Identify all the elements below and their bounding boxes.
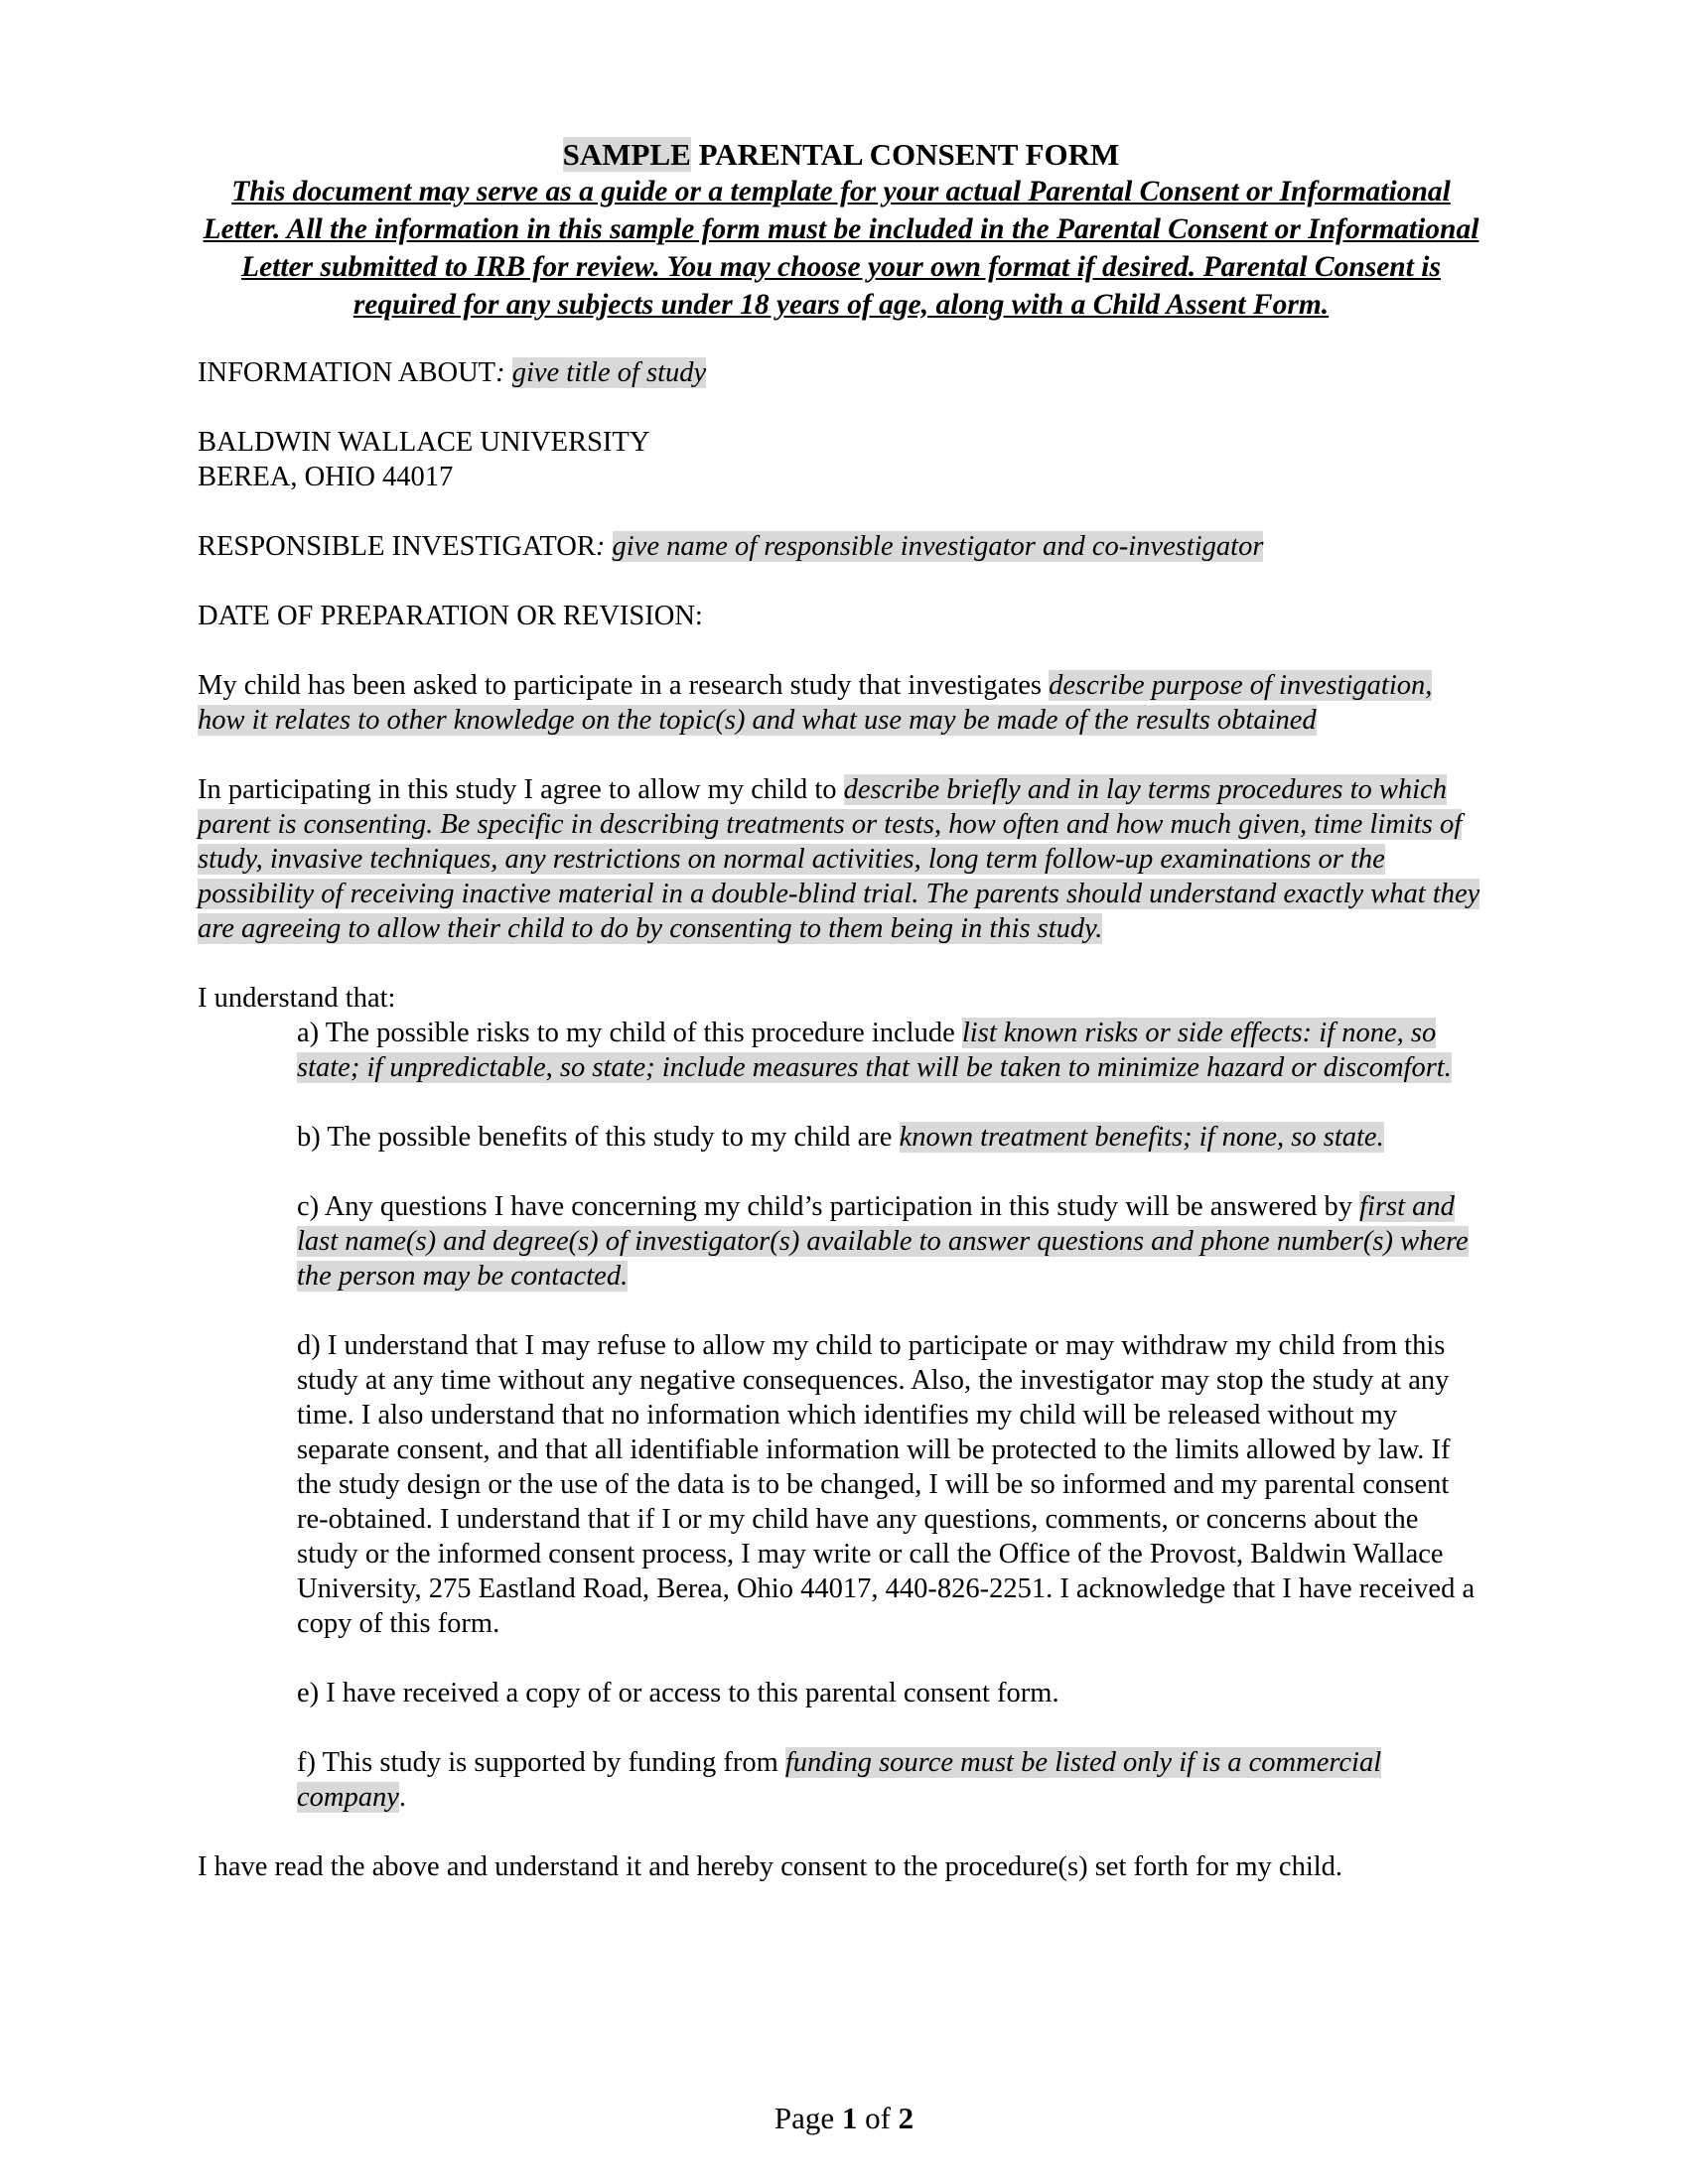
title-rest: PARENTAL CONSENT FORM: [690, 137, 1120, 172]
page-word: Page: [774, 2101, 842, 2135]
investigator-label: RESPONSIBLE INVESTIGATOR: [198, 531, 596, 562]
item-b-text: b) The possible benefits of this study to my child are: [297, 1122, 900, 1153]
terms-list: [297, 1016, 1484, 1815]
investigator-line: [198, 529, 1484, 564]
list-item: [297, 1120, 1484, 1155]
date-label: DATE OF PREPARATION OR REVISION:: [198, 601, 703, 631]
of-word: of: [857, 2101, 899, 2135]
investigator-placeholder: give name of responsible investigator and co-investigator: [612, 531, 1264, 562]
item-a-placeholder: list known risks or side effects: if none, so state; if unpredictable, so state; include measures that will be taken to minimize hazard or discomfort.: [297, 1018, 1452, 1083]
purpose-placeholder: describe purpose of investigation, how it relates to other knowledge on the topic(s) and what use may be made of the results obtained: [198, 670, 1433, 736]
understand-label: I understand that:: [198, 983, 396, 1014]
study-title-label: INFORMATION ABOUT: [198, 357, 496, 388]
procedure-placeholder: describe briefly and in lay terms procedures to which parent is consenting. Be specific in describing treatments or tests, how often and how much given, time limits of study, invasive techniques, any restrictions on normal activities, long term follow-up examinations or the possibility of receiving inactive material in a double-blind trial. The parents should understand exactly what they are agreeing to allow their child to do by consenting to them being in this study.: [198, 774, 1480, 944]
list-item: e) I have received a copy of or access to this parental consent form.: [297, 1678, 1059, 1708]
list-item: d) I understand that I may refuse to allow my child to participate or may withdraw my child from this study at any time without any negative consequences. Also, the investigator may stop the study at any time. I also understand that no information which identifies my child will be released without my separate consent, and that all identifiable information will be protected to the limits allowed by law. If the study design or the use of the data is to be changed, I will be so informed and my parental consent re-obtained. I understand that if I or my child have any questions, comments, or concerns about the study or the informed consent process, I may write or call the Office of the Provost, Baldwin Wallace University, 275 Eastland Road, Berea, Ohio 44017, 440-826-2251. I acknowledge that I have received a copy of this form.: [297, 1330, 1476, 1639]
procedure-paragraph: [198, 772, 1484, 946]
investigator-colon: :: [595, 531, 613, 562]
study-title-line: [198, 355, 1484, 390]
study-title-colon: :: [495, 357, 512, 388]
university-name: BALDWIN WALLACE UNIVERSITY: [198, 427, 650, 458]
purpose-paragraph: [198, 668, 1484, 738]
item-b-placeholder: known treatment benefits; if none, so state.: [899, 1122, 1384, 1153]
item-f-placeholder: funding source must be listed only if is a commercial company: [297, 1747, 1382, 1813]
page-title: [198, 137, 1484, 173]
document-body: [198, 137, 1484, 1884]
item-f-end: .: [398, 1782, 407, 1813]
item-c-placeholder: first and last name(s) and degree(s) of investigator(s) available to answer questions and phone number(s) where the person may be contacted.: [297, 1191, 1469, 1292]
procedure-text: In participating in this study I agree to allow my child to: [198, 774, 844, 805]
list-item: [297, 1189, 1484, 1294]
template-instructions: This document may serve as a guide or a template for your actual Parental Consent or Informational Letter. All the information in this sample form must be included in the Parental Consent or Informational Letter submitted to IRB for review. You may choose your own format if desired. Parental Consent is required for any subjects under 18 years of age, along with a Child Assent Form.: [203, 176, 1479, 321]
title-highlight: SAMPLE: [562, 137, 691, 172]
item-c-text: c) Any questions I have concerning my child’s participation in this study will be answered by: [297, 1191, 1360, 1222]
page-footer: [0, 2101, 1688, 2136]
item-f-text: f) This study is supported by funding from: [297, 1747, 785, 1778]
list-item: [297, 1745, 1484, 1815]
study-title-placeholder: give title of study: [511, 357, 707, 388]
university-address: BEREA, OHIO 44017: [198, 462, 454, 492]
closing-statement: I have read the above and understand it and hereby consent to the procedure(s) set forth for my child.: [198, 1851, 1343, 1882]
purpose-text: My child has been asked to participate in a research study that investigates: [198, 670, 1050, 701]
list-item: [297, 1016, 1484, 1085]
current-page: 1: [841, 2101, 858, 2135]
total-pages: 2: [898, 2101, 914, 2135]
item-a-text: a) The possible risks to my child of this procedure include: [297, 1018, 962, 1048]
